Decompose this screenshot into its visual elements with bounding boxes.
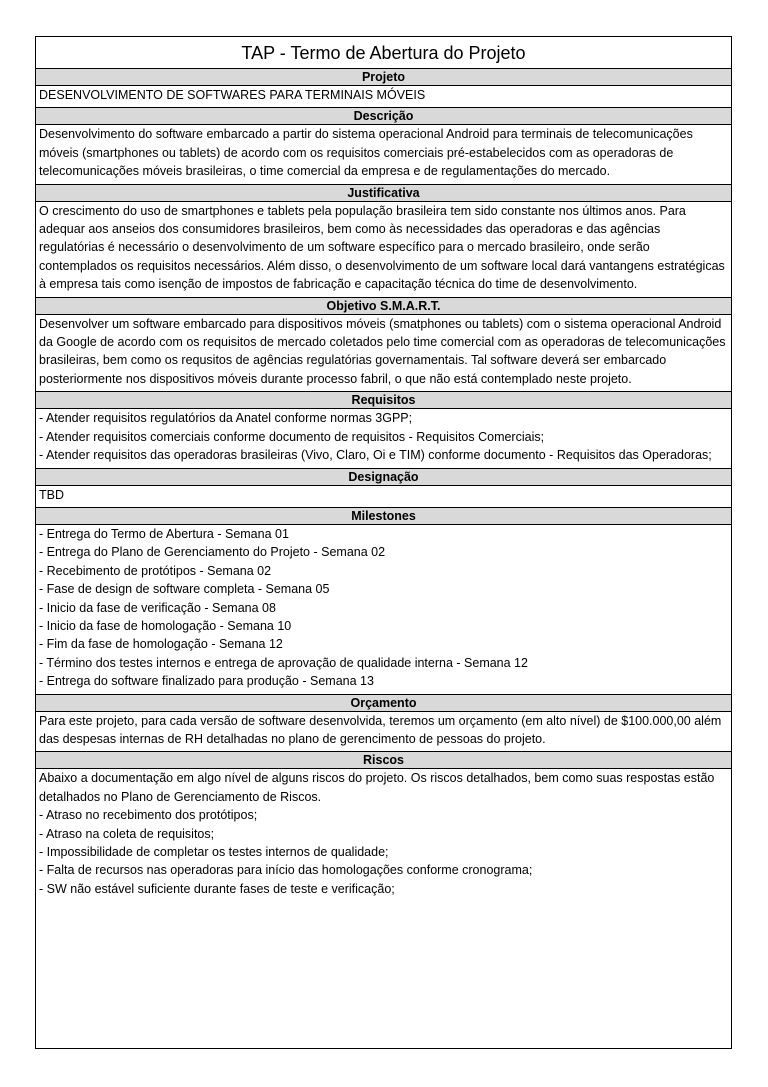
requirement-item: - Atender requisitos regulatórios da Anatel conforme normas 3GPP; (39, 411, 413, 426)
section-body-descricao (36, 125, 731, 184)
section-body-designacao (36, 486, 731, 508)
milestone-item: - Entrega do Termo de Abertura - Semana 01 (39, 526, 289, 541)
section-body-orcamento (36, 712, 731, 753)
risk-item: - Impossibilidade de completar os testes internos de qualidade; (39, 845, 389, 859)
section-body-objetivo (36, 315, 731, 393)
section-paragraph: O crescimento do uso de smartphones e tablets pela população brasileira tem sido constante nos últimos anos. Para adequar aos anseios dos consumidores brasileiros, bem como às necessidades das operadoras e das agências regulatórias é necessário o desenvolvimento de um software específico para o mercado brasileiro, onde serão contemplados os requisitos necessários. Além disso, o desenvolvimento de um software local dará vantangens estratégicas à empresa tais como isenção de impostos de fabricação e capacitação técnica do time de desenvolvimento. (39, 203, 725, 292)
milestone-item: - Fim da fase de homologação - Semana 12 (39, 637, 283, 652)
document-title: TAP - Termo de Abertura do Projeto (36, 37, 731, 69)
section-heading-orcamento: Orçamento (36, 695, 731, 712)
risk-intro: Abaixo a documentação em algo nível de alguns riscos do projeto. Os riscos detalhados, bem como suas respostas estão detalhados no Plano de Gerenciamento de Riscos. (39, 771, 715, 804)
requirement-item: - Atender requisitos comerciais conforme documento de requisitos - Requisitos Comerciais; (39, 429, 545, 444)
section-paragraph: Desenvolvimento do software embarcado a partir do sistema operacional Android para terminais de telecomunicações móveis (smartphones ou tablets) de acordo com os requisitos comerciais pré-estabelecidos com as operadoras de telecomunicações móveis brasileiras, o time comercial da empresa e de regulamentações do mercado. (39, 127, 693, 179)
section-line: TBD (39, 487, 64, 502)
section-heading-justificativa: Justificativa (36, 185, 731, 202)
risk-item: - SW não estável suficiente durante fases de teste e verificação; (39, 881, 395, 896)
section-heading-riscos: Riscos (36, 752, 731, 769)
risk-item: - Atraso no recebimento dos protótipos; (39, 808, 258, 823)
section-body-projeto (36, 86, 731, 108)
milestone-item: - Inicio da fase de verificação - Semana 08 (39, 600, 276, 615)
section-paragraph: Desenvolver um software embarcado para dispositivos móveis (smatphones ou tablets) com o sistema operacional Android da Google de acordo com os requisitos de mercado coletados pelo time comercial com as operadoras de telecomunicações brasileiras, bem como os requsitos de agências regulatórias governamentais. Tal software deverá ser embarcado posteriormente nos dispositivos móveis durante processo fabril, o que não está contemplado neste projeto. (39, 316, 726, 386)
requirement-item: - Atender requisitos das operadoras brasileiras (Vivo, Claro, Oi e TIM) conforme documento - Requisitos das Operadoras; (39, 448, 712, 463)
section-body-requisitos (36, 409, 731, 468)
section-heading-designacao: Designação (36, 469, 731, 486)
milestone-item: - Entrega do software finalizado para produção - Semana 13 (39, 674, 374, 689)
section-heading-requisitos: Requisitos (36, 392, 731, 409)
milestone-item: - Fase de design de software completa - Semana 05 (39, 582, 330, 597)
risk-item: - Falta de recursos nas operadoras para início das homologações conforme cronograma; (39, 863, 533, 878)
section-heading-descricao: Descrição (36, 108, 731, 125)
milestone-item: - Inicio da fase de homologação - Semana 10 (39, 618, 292, 633)
milestone-item: - Término dos testes internos e entrega de aprovação de qualidade interna - Semana 12 (39, 655, 528, 670)
section-body-justificativa (36, 202, 731, 298)
section-heading-projeto: Projeto (36, 69, 731, 86)
milestone-item: - Entrega do Plano de Gerenciamento do Projeto - Semana 02 (39, 545, 386, 560)
risk-item: - Atraso na coleta de requisitos; (39, 826, 215, 841)
tap-document (35, 36, 732, 1049)
milestone-item: - Recebimento de protótipos - Semana 02 (39, 563, 272, 578)
section-body-riscos (36, 769, 731, 901)
section-body-milestones (36, 525, 731, 695)
section-paragraph: Para este projeto, para cada versão de software desenvolvida, teremos um orçamento (em alto nível) de $100.000,00 além das despesas internas de RH detalhadas no plano de gerencimento de pessoas do projeto. (39, 713, 722, 746)
section-heading-milestones: Milestones (36, 508, 731, 525)
section-heading-objetivo: Objetivo S.M.A.R.T. (36, 298, 731, 315)
section-line: DESENVOLVIMENTO DE SOFTWARES PARA TERMINAIS MÓVEIS (39, 88, 426, 102)
